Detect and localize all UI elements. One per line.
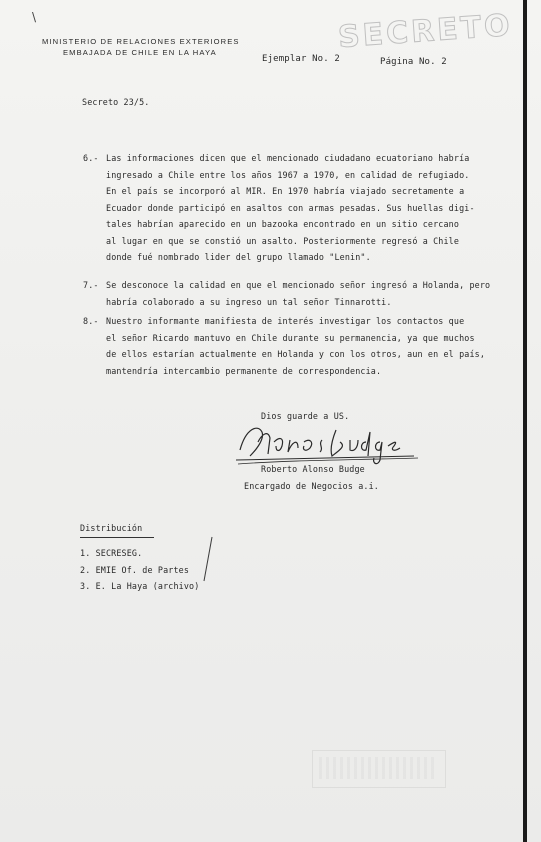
paragraph-line: el señor Ricardo mantuvo en Chile durante su permanencia, ya que muchos — [106, 332, 475, 343]
paragraph-line: donde fué nombrado lider del grupo llamado "Lenin". — [106, 252, 371, 262]
reference-code: Secreto 23/5. — [82, 97, 150, 107]
handwritten-mark — [200, 535, 216, 585]
signatory-name: Roberto Alonso Budge — [261, 464, 365, 474]
paragraph-number: 6.- — [83, 153, 99, 163]
ejemplar-number: Ejemplar No. 2 — [262, 54, 340, 64]
heading-underline — [80, 537, 154, 538]
paragraph-8 — [106, 313, 485, 379]
paragraph-line: Nuestro informante manifiesta de interés investigar los contactos que — [106, 316, 465, 326]
distribution-item: 2. EMIE Of. de Partes — [80, 565, 190, 575]
page-edge — [523, 0, 527, 842]
paragraph-line: tales habrían aparecido en un bazooka encontrado en un sitio cercano — [106, 219, 460, 229]
paragraph-line: al lugar en que se constió un asalto. Posteriormente regresó a Chile — [106, 235, 460, 246]
salutation: Dios guarde a US. — [261, 411, 350, 421]
signature-text — [292, 438, 301, 439]
paragraph-line: ingresado a Chile entre los años 1967 a 1970, en calidad de refugiado. — [106, 169, 470, 180]
page-number: Página No. 2 — [380, 57, 447, 67]
paragraph-7 — [106, 277, 490, 310]
distribution-heading: Distribución — [80, 523, 143, 533]
distribution-item: 1. SECRESEG. — [80, 548, 143, 558]
handwritten-signature — [232, 420, 422, 468]
paragraph-line: Las informaciones dicen que el mencionado ciudadano ecuatoriano habría — [106, 153, 470, 163]
paragraph-number: 8.- — [83, 316, 99, 326]
faded-stamp — [312, 750, 446, 788]
ministry-name: MINISTERIO DE RELACIONES EXTERIORES — [42, 37, 240, 46]
paragraph-line: Se desconoce la calidad en que el mencionado señor ingresó a Holanda, pero — [106, 280, 491, 290]
embassy-name: EMBAJADA DE CHILE EN LA HAYA — [63, 48, 217, 57]
paragraph-line: En el país se incorporó al MIR. En 1970 habría viajado secretamente a — [106, 186, 465, 196]
paragraph-number: 7.- — [83, 280, 99, 290]
paragraph-line: habría colaborado a su ingreso un tal señor Tinnarotti. — [106, 296, 392, 307]
paragraph-6 — [106, 150, 475, 266]
signatory-title: Encargado de Negocios a.i. — [244, 481, 379, 491]
secreto-stamp: SECRETO — [336, 7, 514, 56]
distribution-item: 3. E. La Haya (archivo) — [80, 581, 200, 591]
paragraph-line: de ellos estarían actualmente en Holanda y con los otros, aun en el país, — [106, 349, 486, 359]
paragraph-line: mantendría intercambio permanente de correspondencia. — [106, 365, 382, 376]
paragraph-line: Ecuador donde participó en asaltos con armas pesadas. Sus huellas digi- — [106, 202, 475, 213]
corner-mark: \ — [32, 10, 37, 24]
